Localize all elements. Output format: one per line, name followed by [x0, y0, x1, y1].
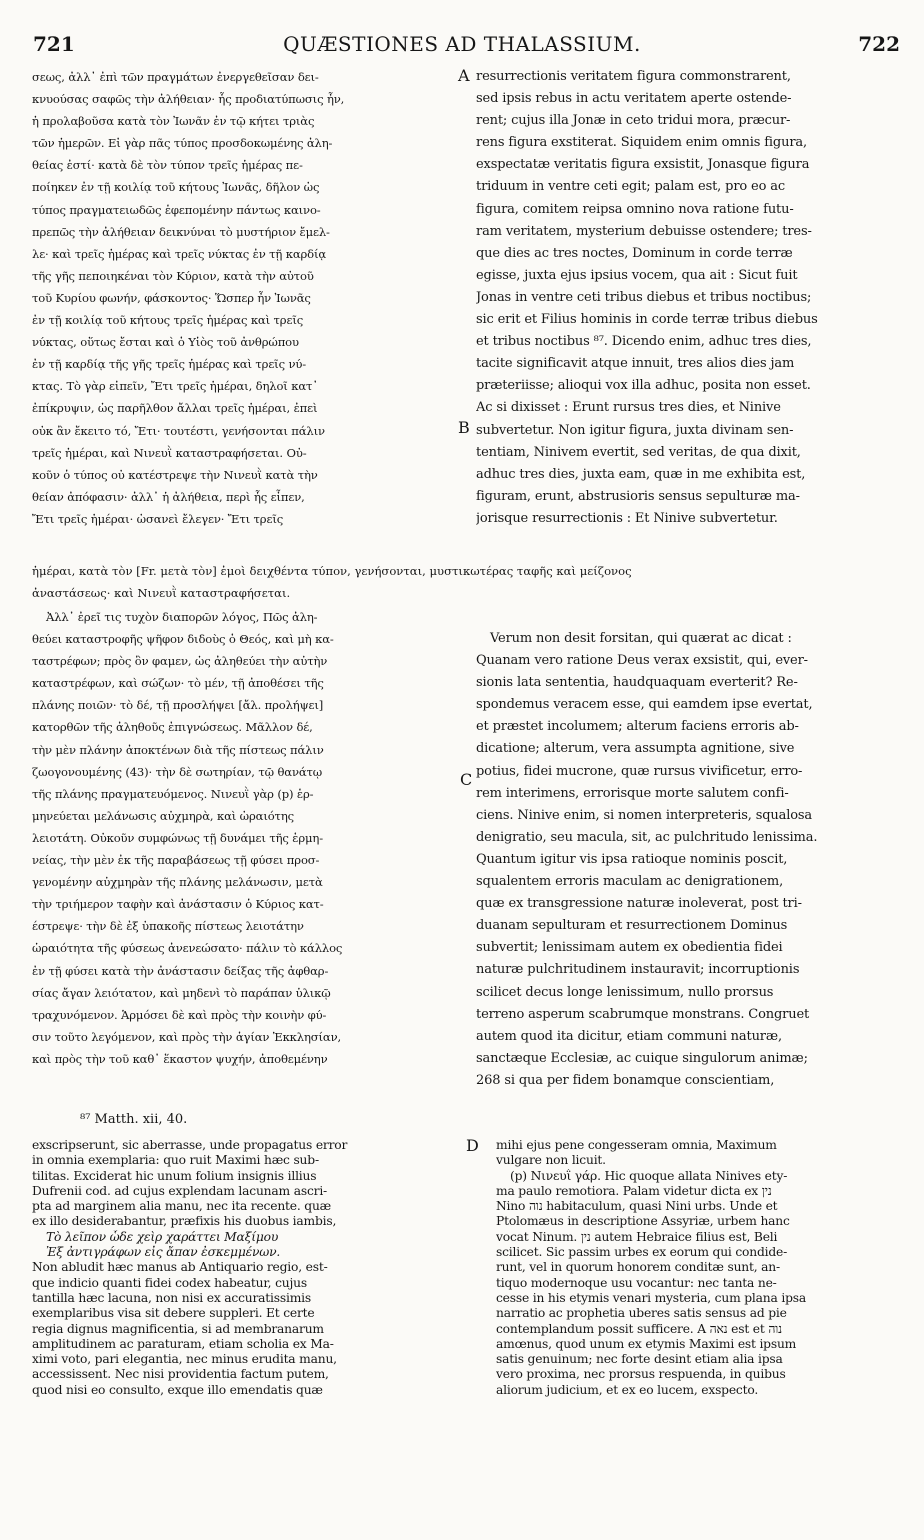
greek-line: μηνεύεται μελάνωσις αὐχμηρὰ, καὶ ὡραιότης [32, 808, 294, 823]
latin-text-column-bottom [476, 628, 898, 1092]
note-line: amplitudinem ac paraturam, etiam scholia ex Ma- [32, 1336, 334, 1351]
greek-line: σιν τοῦτο λεγόμενον, καὶ πρὸς τὴν ἁγίαν Ἐκκλησίαν, [32, 1029, 342, 1044]
note-line: Τὸ λεῖπον ὧδε χεὶρ χαράττει Μαξίμου [46, 1229, 279, 1244]
greek-line: ἐν τῇ φύσει κατὰ τὴν ἀνάστασιν δείξας τῆς ἀφθαρ- [32, 963, 329, 978]
greek-text-column-top [32, 66, 462, 530]
greek-line: έστρεψε· τὴν δὲ ἐξ ὑπακοῆς πίστεως λειοτάτην [32, 919, 304, 934]
latin-line: squalentem erroris maculam ac denigrationem, [476, 874, 784, 890]
latin-line: sionis lata sententia, haudquaquam everterit? Re- [476, 675, 798, 691]
greek-line: λε· καὶ τρεῖς ἡμέρας καὶ τρεῖς νύκτας ἐν τῇ καρδίᾳ [32, 246, 327, 261]
latin-line: scilicet decus longe lenissimum, nullo prorsus [476, 984, 774, 1000]
note-line: exscripserunt, sic aberrasse, unde propagatus error [32, 1138, 348, 1152]
latin-line: triduum in ventre ceti egit; palam est, pro eo ac [476, 179, 785, 195]
greek-line: ἐπίκρυψιν, ὡς παρῆλθον ἄλλαι τρεῖς ἡμέραι, ἐπεὶ [32, 401, 318, 416]
greek-line: γενομένην αὐχμηρὰν τῆς πλάνης μελάνωσιν, μετὰ [32, 875, 323, 890]
note-line: tiquo modernoque usu vocantur: nec tanta ne- [496, 1275, 777, 1290]
latin-line: subvertetur. Non igitur figura, juxta divinam sen- [476, 422, 794, 438]
note-line: tilitas. Exciderat hic unum folium insignis illius [32, 1168, 317, 1183]
greek-line: θείαν ἀπόφασιν· ἀλλ᾽ ἡ ἀλήθεια, περὶ ἧς εἶπεν, [32, 489, 305, 504]
greek-line: πλάνης ποιῶν· τὸ δέ, τῇ προσλήψει [ἄλ. προλήψει] [32, 698, 324, 713]
note-line: que indicio quanti fidei codex habeatur, cujus [32, 1275, 307, 1290]
latin-line: sed ipsis rebus in actu veritatem aperte ostende- [476, 91, 792, 107]
latin-line: adhuc tres dies, juxta eam, quæ in me exhibita est, [476, 466, 806, 482]
latin-line: terreno asperum scabrumque monstrans. Congruet [476, 1006, 810, 1022]
greek-line: ὡραιότητα τῆς φύσεως ἀνενεώσατο· πάλιν τὸ κάλλος [32, 941, 343, 956]
note-line: Non abludit hæc manus ab Antiquario regio, est- [32, 1260, 328, 1275]
note-line: vero proxima, nec prorsus respuenda, in quibus [496, 1367, 786, 1382]
margin-mark-c: C [460, 770, 473, 789]
note-line: ex illo desiderabantur, præfixis his duobus iambis, [32, 1214, 337, 1229]
latin-line: potius, fidei mucrone, quæ rursus vivificetur, erro- [476, 763, 803, 779]
greek-line: Ἔτι τρεῖς ἡμέραι· ὡσανεὶ ἔλεγεν· Ἔτι τρεῖς [32, 511, 284, 526]
note-line: narratio ac prophetia uberes satis sensus ad pie [496, 1306, 787, 1321]
greek-line: τὴν μὲν πλάνην ἀποκτένων διὰ τῆς πίστεως πάλιν [32, 742, 324, 757]
latin-line: Jonas in ventre ceti tribus diebus et tribus noctibus; [476, 289, 812, 305]
note-line: pta ad marginem alia manu, nec ita recente. quæ [32, 1199, 332, 1214]
latin-line: naturæ pulchritudinem instauravit; incorruptionis [476, 962, 800, 978]
note-line: ximi voto, pari elegantia, nec minus erudita manu, [32, 1352, 337, 1367]
greek-line: ἡ προλαβοῦσα κατὰ τὸν Ἰωνᾶν ἐν τῷ κήτει τριὰς [32, 114, 315, 129]
latin-line: ram veritatem, mysterium debuisse ostendere; tres- [476, 223, 812, 239]
greek-line: κοῦν ὁ τύπος οὐ κατέστρεψε τὴν Νινευῒ κατὰ τὴν [32, 467, 318, 482]
greek-line: οὐκ ἂν ἔκειτο τό, Ἔτι· τουτέστι, γενήσονται πάλιν [32, 423, 325, 438]
note-line: aliorum judicium, et ex eo lucem, exspecto. [496, 1382, 759, 1397]
note-line: cesse in his etymis venari mysteria, cum plana ipsa [496, 1290, 806, 1305]
greek-line: νύκτας, οὕτως ἔσται καὶ ὁ Υἱὸς τοῦ ἀνθρώπου [32, 335, 299, 350]
note-line: Dufrenii cod. ad cujus explendam lacunam ascri- [32, 1183, 328, 1198]
latin-line: et tribus noctibus ⁸⁷. Dicendo enim, adhuc tres dies, [476, 334, 812, 350]
latin-line: tentiam, Ninivem evertit, sed veritas, de qua dixit, [476, 444, 801, 460]
footnote: ⁸⁷ Matth. xii, 40. [80, 1112, 188, 1127]
greek-line: τρεῖς ἡμέραι, καὶ Νινευῒ καταστραφήσεται. Οὐ- [32, 445, 307, 460]
note-line: regia dignus magnificentia, si ad membranarum [32, 1321, 324, 1336]
greek-line: καταστρέφων, καὶ σώζων· τὸ μέν, τῇ ἀποθέσει τῆς [32, 676, 324, 691]
latin-line: præteriisse; alioqui vox illa adhuc, posita non esset. [476, 378, 811, 394]
greek-line: ἀναστάσεως· καὶ Νινευῒ καταστραφήσεται. [32, 586, 291, 601]
latin-line: Quantum igitur vis ipsa ratioque nominis poscit, [476, 851, 788, 867]
greek-line: κτας. Τὸ γὰρ εἰπεῖν, Ἔτι τρεῖς ἡμέραι, δηλοῖ κατ᾽ [32, 379, 318, 394]
latin-line: subvertit; lenissimam autem ex obedientia fidei [476, 940, 783, 956]
latin-line: que dies ac tres noctes, Dominum in corde terræ [476, 245, 793, 261]
greek-line: τραχυνόμενον. Ἁρμόσει δὲ καὶ πρὸς τὴν κοινὴν φύ- [32, 1007, 327, 1022]
greek-line: τύπος πραγματειωδῶς ἑφεπομένην πάντως καινο- [32, 202, 321, 217]
latin-line: Verum non desit forsitan, qui quærat ac dicat : [490, 631, 792, 646]
margin-mark-b: B [458, 418, 470, 437]
greek-line: τὴν τριήμερον ταφὴν καὶ ἀνάστασιν ὁ Κύριος κατ- [32, 897, 324, 912]
latin-line: egisse, juxta ejus ipsius vocem, qua ait : Sicut fuit [476, 267, 798, 283]
greek-line: ἐν τῇ καρδίᾳ τῆς γῆς τρεῖς ἡμέρας καὶ τρεῖς νύ- [32, 357, 307, 372]
latin-line: duanam sepulturam et resurrectionem Dominus [476, 918, 788, 934]
latin-line: rens figura exstiterat. Siquidem enim omnis figura, [476, 135, 807, 151]
latin-line: Quanam vero ratione Deus verax exsistit, qui, ever- [476, 653, 808, 669]
latin-line: sic erit et Filius hominis in corde terræ tribus diebus [476, 312, 818, 328]
notes-left-column [32, 1138, 472, 1398]
note-line: Ptolomæus in descriptione Assyriæ, urbem hanc [496, 1214, 790, 1229]
latin-line: sanctæque Ecclesiæ, ac cuique singulorum animæ; [476, 1050, 808, 1066]
greek-line: τῆς πλάνης πραγματευόμενος. Νινευῒ γὰρ (p) ἑρ- [32, 786, 314, 801]
greek-line: καὶ πρὸς τὴν τοῦ καθ᾽ ἕκαστον ψυχήν, ἀποθεμένην [32, 1051, 328, 1066]
latin-line: jorisque resurrectionis : Et Ninive subvertetur. [476, 510, 778, 526]
latin-line: ciens. Ninive enim, si nomen interpreteris, squalosa [476, 807, 813, 823]
margin-mark-d: D [466, 1136, 479, 1155]
greek-line: κνυούσας σαφῶς τὴν ἀλήθειαν· ἧς προδιατύπωσις ἦν, [32, 92, 345, 107]
greek-line: τοῦ Κυρίου φωνήν, φάσκοντος· Ὥσπερ ἦν Ἰωνᾶς [32, 290, 311, 305]
note-line: tantilla hæc lacuna, non nisi ex accuratissimis [32, 1290, 312, 1305]
note-line: mihi ejus pene congesseram omnia, Maximum [496, 1138, 777, 1152]
latin-line: dicatione; alterum, vera assumpta agnitione, sive [476, 741, 795, 757]
greek-line: σεως, ἀλλ᾽ ἐπὶ τῶν πραγμάτων ἐνεργεθεῖσαν δει- [32, 70, 319, 84]
notes-right-column [496, 1138, 896, 1398]
latin-line: autem quod ita dicitur, etiam communi naturæ, [476, 1028, 782, 1044]
note-line: quod nisi eo consulto, exque illo emendatis quæ [32, 1382, 323, 1397]
note-line: scilicet. Sic passim urbes ex eorum qui condide- [496, 1245, 788, 1260]
latin-line: exspectatæ veritatis figura exsistit, Jonasque figura [476, 157, 810, 173]
latin-line: tacite significavit atque innuit, tres alios dies jam [476, 356, 795, 372]
latin-line: figuram, erunt, abstrusioris sensus sepulturæ ma- [476, 488, 800, 504]
running-title: QUÆSTIONES AD THALASSIUM. [283, 32, 641, 56]
greek-line: ταστρέφων; πρὸς ὃν φαμεν, ὡς ἀληθεύει τὴν αὐτὴν [32, 654, 328, 669]
greek-line: ζωογονουμένης (43)· τὴν δὲ σωτηρίαν, τῷ θανάτῳ [32, 764, 323, 779]
greek-text-column-bottom [32, 606, 462, 1070]
note-line: vocat Ninum. נין autem Hebraice filius est, Beli [496, 1229, 778, 1244]
latin-text-column-top [476, 66, 898, 530]
greek-line: ἡμέραι, κατὰ τὸν [Fr. μετὰ τὸν] ἐμοὶ δειχθέντα τύπον, γενήσονται, μυστικωτέρας ταφῆς καὶ μείζονος [32, 564, 632, 578]
note-line: contemplandum possit sufficere. A נאה est et נוה [496, 1321, 782, 1336]
greek-line: τῶν ἡμερῶν. Εἰ γὰρ πᾶς τύπος προσδοκωμένης ἀλη- [32, 136, 333, 151]
latin-line: resurrectionis veritatem figura commonstrarent, [476, 69, 791, 84]
greek-line: θεύει καταστροφῆς ψῆφον διδοὺς ὁ Θεός, καὶ μὴ κα- [32, 632, 334, 647]
greek-line: κατορθῶν τῆς ἀληθοῦς ἐπιγνώσεως. Μᾶλλον δέ, [32, 720, 313, 735]
note-line: runt, vel in quorum honorem conditæ sunt, an- [496, 1260, 780, 1275]
note-line: (p) Νινευῒ γάρ. Hic quoque allata Ninives ety- [510, 1168, 788, 1183]
greek-line: νείας, τὴν μὲν ἐκ τῆς παραβάσεως τῇ φύσει προσ- [32, 853, 320, 868]
page-number-right: 722 [858, 32, 900, 56]
greek-line: ποίηκεν ἐν τῇ κοιλίᾳ τοῦ κήτους Ἰωνᾶς, δῆλον ὡς [32, 180, 320, 195]
greek-line: πρεπῶς τὴν ἀλήθειαν δεικνύναι τὸ μυστήριον ἔμελ- [32, 224, 330, 239]
greek-full-width-passage [32, 560, 898, 604]
latin-line: figura, comitem reipsa omnino nova ratione futu- [476, 201, 794, 217]
greek-line: θείας ἐστί· κατὰ δὲ τὸν τύπον τρεῖς ἡμέρας πε- [32, 158, 303, 173]
margin-mark-a: A [458, 66, 470, 85]
latin-line: Ac si dixisset : Erunt rursus tres dies, et Ninive [476, 400, 781, 416]
note-line: in omnia exemplaria: quo ruit Maximi hæc sub- [32, 1153, 319, 1168]
note-line: Nino נוה habitaculum, quasi Nini urbs. Unde et [496, 1199, 778, 1214]
note-line: Ἐξ ἀντιγράφων εἰς ἄπαν ἐσκεμμένων. [46, 1245, 281, 1260]
latin-line: spondemus veracem esse, qui eamdem ipse evertat, [476, 697, 813, 713]
note-line: amœnus, quod unum ex etymis Maximi est ipsum [496, 1336, 797, 1351]
note-line: exemplaribus visa sit debere suppleri. Et certe [32, 1306, 315, 1321]
latin-line: 268 si qua per fidem bonamque conscientiam, [476, 1072, 775, 1088]
latin-line: et præstet incolumem; alterum faciens erroris ab- [476, 719, 799, 735]
latin-line: denigratio, seu macula, sit, ac pulchritudo lenissima. [476, 829, 818, 845]
note-line: accessissent. Nec nisi providentia factum putem, [32, 1367, 329, 1382]
page-number-left: 721 [33, 32, 75, 56]
greek-line: ἐν τῇ κοιλίᾳ τοῦ κήτους τρεῖς ἡμέρας καὶ τρεῖς [32, 313, 304, 328]
greek-line: σίας ἄγαν λειότατον, καὶ μηδενὶ τὸ παράπαν ὑλικῷ [32, 985, 331, 1000]
latin-line: rent; cujus illa Jonæ in ceto tridui mora, præcur- [476, 113, 791, 129]
note-line: vulgare non licuit. [496, 1153, 606, 1168]
greek-line: τῆς γῆς πεποιηκέναι τὸν Κύριον, κατὰ τὴν αὐτοῦ [32, 268, 314, 283]
latin-line: quæ ex transgressione naturæ inoleverat, post tri- [476, 896, 802, 912]
note-line: satis genuinum; nec forte desint etiam alia ipsa [496, 1352, 783, 1367]
greek-line: λειοτάτη. Οὐκοῦν συμφώνως τῇ δυνάμει τῆς ἑρμη- [32, 830, 323, 845]
note-line: ma paulo remotiora. Palam videtur dicta ex נין [496, 1183, 772, 1198]
latin-line: rem interimens, errorisque morte salutem confi- [476, 785, 789, 801]
greek-line: Ἀλλ᾽ ἐρεῖ τις τυχὸν διαπορῶν λόγος, Πῶς ἀλη- [46, 610, 318, 624]
